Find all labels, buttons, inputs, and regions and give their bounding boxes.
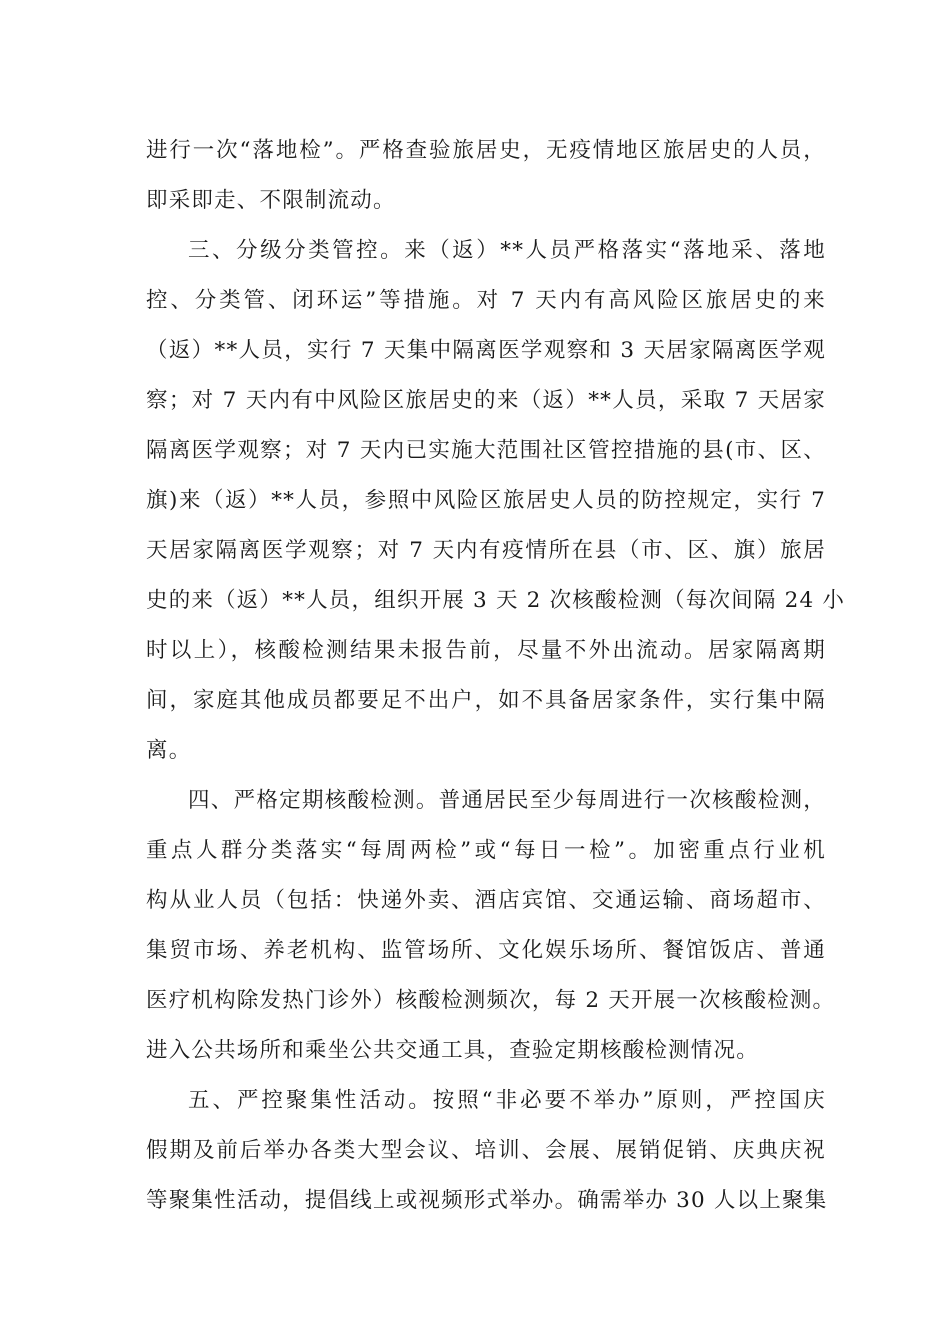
text-line-2: 即采即走、不限制流动。 bbox=[146, 188, 396, 213]
section-three-heading-line: 三、分级分类管控。来（返）**人员严格落实“落地采、落地 bbox=[188, 238, 826, 263]
text-line-10: 史的来（返）**人员，组织开展 3 天 2 次核酸检测（每次间隔 24 小 bbox=[146, 588, 846, 613]
text-line-11: 时以上），核酸检测结果未报告前，尽量不外出流动。居家隔离期 bbox=[146, 638, 826, 663]
section-five-heading-line: 五、严控聚集性活动。按照“非必要不举办”原则，严控国庆 bbox=[188, 1088, 826, 1113]
text-line-6: 察；对 7 天内有中风险区旅居史的来（返）**人员，采取 7 天居家 bbox=[146, 388, 826, 413]
text-line-13: 离。 bbox=[146, 738, 192, 763]
section-four-heading-line: 四、严格定期核酸检测。普通居民至少每周进行一次核酸检测， bbox=[188, 788, 826, 813]
text-line-16: 构从业人员（包括：快递外卖、酒店宾馆、交通运输、商场超市、 bbox=[146, 888, 826, 913]
text-line-18: 医疗机构除发热门诊外）核酸检测频次，每 2 天开展一次核酸检测。 bbox=[146, 988, 836, 1013]
text-line-19: 进入公共场所和乘坐公共交通工具，查验定期核酸检测情况。 bbox=[146, 1038, 759, 1063]
text-line-17: 集贸市场、养老机构、监管场所、文化娱乐场所、餐馆饭店、普通 bbox=[146, 938, 826, 963]
text-line-22: 等聚集性活动，提倡线上或视频形式举办。确需举办 30 人以上聚集 bbox=[146, 1188, 828, 1213]
text-line-7: 隔离医学观察；对 7 天内已实施大范围社区管控措施的县(市、区、 bbox=[146, 438, 826, 463]
text-line-15: 重点人群分类落实“每周两检”或“每日一检”。加密重点行业机 bbox=[146, 838, 826, 863]
text-line-5: （返）**人员，实行 7 天集中隔离医学观察和 3 天居家隔离医学观 bbox=[146, 338, 826, 363]
text-line-12: 间，家庭其他成员都要足不出户，如不具备居家条件，实行集中隔 bbox=[146, 688, 826, 713]
text-line-9: 天居家隔离医学观察；对 7 天内有疫情所在县（市、区、旗）旅居 bbox=[146, 538, 826, 563]
text-line-1: 进行一次“落地检”。严格查验旅居史，无疫情地区旅居史的人员， bbox=[146, 138, 826, 163]
text-line-8: 旗)来（返）**人员，参照中风险区旅居史人员的防控规定，实行 7 bbox=[146, 488, 826, 513]
text-line-4: 控、分类管、闭环运”等措施。对 7 天内有高风险区旅居史的来 bbox=[146, 288, 826, 313]
text-line-21: 假期及前后举办各类大型会议、培训、会展、展销促销、庆典庆祝 bbox=[146, 1138, 826, 1163]
